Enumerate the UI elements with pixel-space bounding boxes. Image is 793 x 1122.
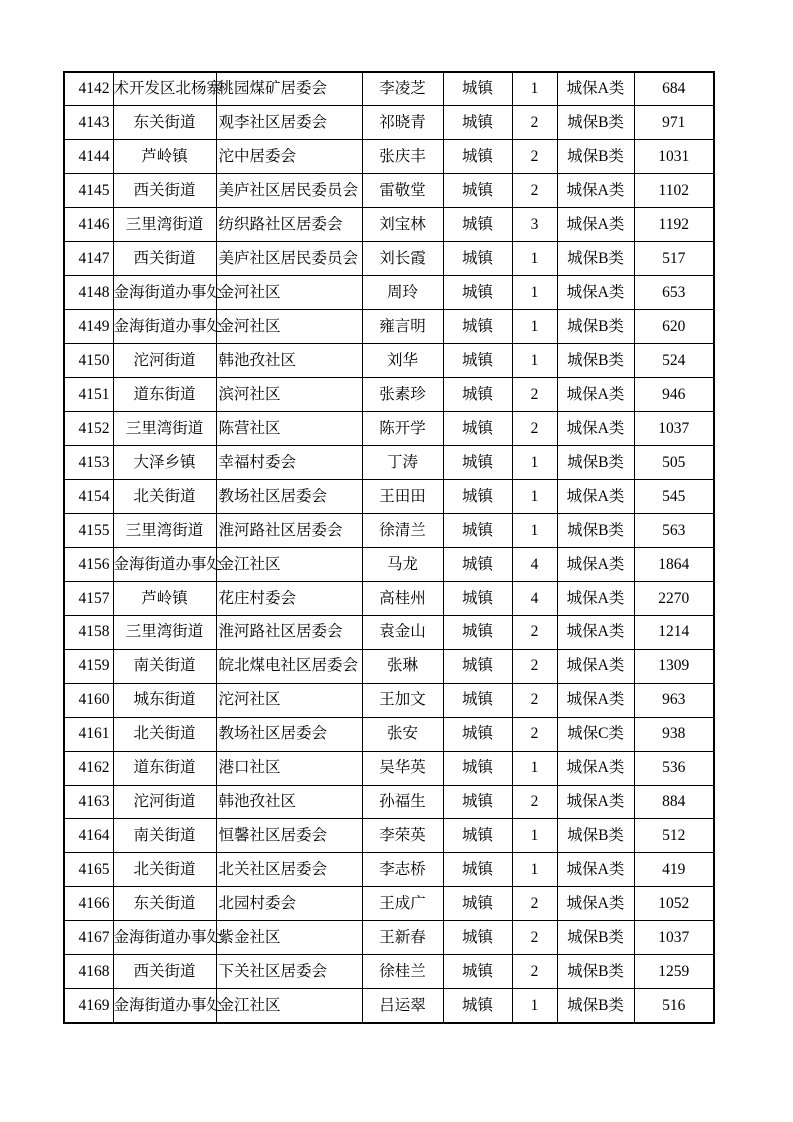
cell-insurance-category: 城保A类 — [557, 72, 634, 106]
cell-serial-number: 4165 — [64, 853, 113, 887]
table-row — [64, 581, 714, 615]
cell-amount: 971 — [634, 106, 714, 140]
cell-insurance-category: 城保A类 — [557, 683, 634, 717]
cell-insurance-category: 城保A类 — [557, 276, 634, 310]
cell-street-office: 南关街道 — [113, 649, 216, 683]
cell-amount: 884 — [634, 785, 714, 819]
cell-residence-type: 城镇 — [443, 310, 512, 344]
cell-community: 金河社区 — [216, 276, 362, 310]
cell-residence-type: 城镇 — [443, 751, 512, 785]
cell-serial-number: 4154 — [64, 479, 113, 513]
cell-person-name: 张素珍 — [362, 378, 443, 412]
cell-count: 2 — [512, 921, 557, 955]
cell-street-office: 北关街道 — [113, 853, 216, 887]
cell-insurance-category: 城保A类 — [557, 174, 634, 208]
cell-count: 2 — [512, 378, 557, 412]
cell-serial-number: 4152 — [64, 412, 113, 446]
cell-insurance-category: 城保A类 — [557, 785, 634, 819]
cell-person-name: 陈开学 — [362, 412, 443, 446]
cell-serial-number: 4143 — [64, 106, 113, 140]
cell-person-name: 李凌芝 — [362, 72, 443, 106]
cell-serial-number: 4155 — [64, 513, 113, 547]
cell-community: 韩池孜社区 — [216, 785, 362, 819]
cell-street-office: 芦岭镇 — [113, 140, 216, 174]
cell-street-office: 金海街道办事处 — [113, 547, 216, 581]
cell-count: 2 — [512, 412, 557, 446]
cell-amount: 2270 — [634, 581, 714, 615]
cell-residence-type: 城镇 — [443, 513, 512, 547]
cell-serial-number: 4166 — [64, 887, 113, 921]
cell-amount: 1037 — [634, 921, 714, 955]
cell-street-office: 芦岭镇 — [113, 581, 216, 615]
table-row — [64, 989, 714, 1023]
cell-insurance-category: 城保A类 — [557, 581, 634, 615]
cell-amount: 1192 — [634, 208, 714, 242]
cell-insurance-category: 城保A类 — [557, 208, 634, 242]
cell-person-name: 徐清兰 — [362, 513, 443, 547]
cell-serial-number: 4163 — [64, 785, 113, 819]
cell-amount: 516 — [634, 989, 714, 1023]
cell-count: 2 — [512, 717, 557, 751]
cell-count: 1 — [512, 276, 557, 310]
cell-community: 下关社区居委会 — [216, 955, 362, 989]
cell-amount: 505 — [634, 445, 714, 479]
cell-residence-type: 城镇 — [443, 989, 512, 1023]
cell-serial-number: 4151 — [64, 378, 113, 412]
cell-residence-type: 城镇 — [443, 887, 512, 921]
cell-insurance-category: 城保B类 — [557, 344, 634, 378]
table-row — [64, 751, 714, 785]
cell-person-name: 刘长霞 — [362, 242, 443, 276]
table-row — [64, 310, 714, 344]
cell-street-office: 西关街道 — [113, 242, 216, 276]
cell-residence-type: 城镇 — [443, 445, 512, 479]
cell-street-office: 道东街道 — [113, 751, 216, 785]
cell-insurance-category: 城保B类 — [557, 819, 634, 853]
cell-residence-type: 城镇 — [443, 276, 512, 310]
table-row — [64, 174, 714, 208]
cell-person-name: 祁晓青 — [362, 106, 443, 140]
table-row — [64, 547, 714, 581]
cell-serial-number: 4156 — [64, 547, 113, 581]
cell-insurance-category: 城保B类 — [557, 445, 634, 479]
cell-residence-type: 城镇 — [443, 344, 512, 378]
cell-serial-number: 4146 — [64, 208, 113, 242]
cell-count: 1 — [512, 751, 557, 785]
cell-person-name: 袁金山 — [362, 615, 443, 649]
cell-person-name: 刘宝林 — [362, 208, 443, 242]
cell-person-name: 李荣英 — [362, 819, 443, 853]
cell-insurance-category: 城保B类 — [557, 140, 634, 174]
cell-person-name: 刘华 — [362, 344, 443, 378]
cell-person-name: 雍言明 — [362, 310, 443, 344]
cell-amount: 946 — [634, 378, 714, 412]
cell-amount: 524 — [634, 344, 714, 378]
cell-amount: 1309 — [634, 649, 714, 683]
table-row — [64, 140, 714, 174]
cell-amount: 1214 — [634, 615, 714, 649]
cell-street-office: 沱河街道 — [113, 785, 216, 819]
cell-serial-number: 4169 — [64, 989, 113, 1023]
cell-street-office: 金海街道办事处 — [113, 921, 216, 955]
cell-serial-number: 4145 — [64, 174, 113, 208]
cell-insurance-category: 城保A类 — [557, 853, 634, 887]
cell-amount: 517 — [634, 242, 714, 276]
cell-community: 淮河路社区居委会 — [216, 615, 362, 649]
cell-person-name: 周玲 — [362, 276, 443, 310]
cell-street-office: 金海街道办事处 — [113, 310, 216, 344]
cell-insurance-category: 城保B类 — [557, 106, 634, 140]
cell-amount: 938 — [634, 717, 714, 751]
table-row — [64, 785, 714, 819]
cell-residence-type: 城镇 — [443, 72, 512, 106]
table-row — [64, 649, 714, 683]
cell-amount: 963 — [634, 683, 714, 717]
table-row — [64, 513, 714, 547]
cell-person-name: 张庆丰 — [362, 140, 443, 174]
cell-person-name: 张琳 — [362, 649, 443, 683]
cell-residence-type: 城镇 — [443, 921, 512, 955]
cell-serial-number: 4142 — [64, 72, 113, 106]
cell-count: 2 — [512, 955, 557, 989]
cell-residence-type: 城镇 — [443, 853, 512, 887]
cell-street-office: 南关街道 — [113, 819, 216, 853]
cell-amount: 536 — [634, 751, 714, 785]
cell-residence-type: 城镇 — [443, 140, 512, 174]
cell-count: 1 — [512, 989, 557, 1023]
cell-count: 1 — [512, 344, 557, 378]
cell-count: 2 — [512, 106, 557, 140]
cell-street-office: 东关街道 — [113, 106, 216, 140]
cell-street-office: 三里湾街道 — [113, 208, 216, 242]
cell-residence-type: 城镇 — [443, 412, 512, 446]
cell-person-name: 马龙 — [362, 547, 443, 581]
cell-residence-type: 城镇 — [443, 785, 512, 819]
cell-community: 观李社区居委会 — [216, 106, 362, 140]
cell-community: 金江社区 — [216, 547, 362, 581]
cell-residence-type: 城镇 — [443, 547, 512, 581]
table-row — [64, 208, 714, 242]
cell-insurance-category: 城保B类 — [557, 955, 634, 989]
cell-residence-type: 城镇 — [443, 615, 512, 649]
cell-insurance-category: 城保A类 — [557, 751, 634, 785]
cell-count: 4 — [512, 581, 557, 615]
cell-community: 美庐社区居民委员会 — [216, 242, 362, 276]
cell-person-name: 王加文 — [362, 683, 443, 717]
cell-amount: 620 — [634, 310, 714, 344]
cell-serial-number: 4148 — [64, 276, 113, 310]
table-row — [64, 276, 714, 310]
cell-amount: 512 — [634, 819, 714, 853]
cell-serial-number: 4157 — [64, 581, 113, 615]
cell-residence-type: 城镇 — [443, 683, 512, 717]
cell-street-office: 东关街道 — [113, 887, 216, 921]
cell-street-office: 大泽乡镇 — [113, 445, 216, 479]
cell-community: 淮河路社区居委会 — [216, 513, 362, 547]
cell-count: 4 — [512, 547, 557, 581]
table-row — [64, 683, 714, 717]
cell-amount: 1259 — [634, 955, 714, 989]
cell-insurance-category: 城保A类 — [557, 479, 634, 513]
cell-street-office: 沱河街道 — [113, 344, 216, 378]
cell-residence-type: 城镇 — [443, 955, 512, 989]
cell-person-name: 雷敬堂 — [362, 174, 443, 208]
cell-count: 1 — [512, 513, 557, 547]
cell-residence-type: 城镇 — [443, 819, 512, 853]
table-row — [64, 853, 714, 887]
cell-residence-type: 城镇 — [443, 106, 512, 140]
cell-street-office: 金海街道办事处 — [113, 276, 216, 310]
table-row — [64, 921, 714, 955]
cell-serial-number: 4149 — [64, 310, 113, 344]
cell-serial-number: 4144 — [64, 140, 113, 174]
cell-insurance-category: 城保A类 — [557, 412, 634, 446]
cell-community: 教场社区居委会 — [216, 479, 362, 513]
table-row — [64, 955, 714, 989]
cell-community: 美庐社区居民委员会 — [216, 174, 362, 208]
cell-person-name: 张安 — [362, 717, 443, 751]
cell-insurance-category: 城保C类 — [557, 717, 634, 751]
cell-community: 金江社区 — [216, 989, 362, 1023]
table-row — [64, 717, 714, 751]
table-row — [64, 242, 714, 276]
records-table-body — [64, 72, 714, 1023]
cell-count: 2 — [512, 683, 557, 717]
table-row — [64, 479, 714, 513]
cell-street-office: 术开发区北杨寨 — [113, 72, 216, 106]
cell-community: 金河社区 — [216, 310, 362, 344]
cell-person-name: 孙福生 — [362, 785, 443, 819]
cell-person-name: 王成广 — [362, 887, 443, 921]
table-row — [64, 887, 714, 921]
cell-street-office: 西关街道 — [113, 955, 216, 989]
cell-street-office: 北关街道 — [113, 479, 216, 513]
cell-amount: 1864 — [634, 547, 714, 581]
cell-street-office: 三里湾街道 — [113, 513, 216, 547]
cell-serial-number: 4158 — [64, 615, 113, 649]
cell-community: 港口社区 — [216, 751, 362, 785]
cell-insurance-category: 城保B类 — [557, 310, 634, 344]
cell-serial-number: 4164 — [64, 819, 113, 853]
cell-residence-type: 城镇 — [443, 208, 512, 242]
cell-count: 1 — [512, 72, 557, 106]
cell-street-office: 城东街道 — [113, 683, 216, 717]
cell-count: 1 — [512, 819, 557, 853]
records-table — [63, 71, 715, 1024]
table-row — [64, 72, 714, 106]
cell-serial-number: 4159 — [64, 649, 113, 683]
cell-amount: 563 — [634, 513, 714, 547]
cell-amount: 684 — [634, 72, 714, 106]
cell-amount: 1102 — [634, 174, 714, 208]
cell-insurance-category: 城保A类 — [557, 615, 634, 649]
cell-insurance-category: 城保A类 — [557, 378, 634, 412]
cell-count: 1 — [512, 242, 557, 276]
cell-amount: 653 — [634, 276, 714, 310]
cell-community: 沱中居委会 — [216, 140, 362, 174]
cell-community: 皖北煤电社区居委会 — [216, 649, 362, 683]
table-row — [64, 344, 714, 378]
cell-street-office: 三里湾街道 — [113, 412, 216, 446]
cell-insurance-category: 城保B类 — [557, 921, 634, 955]
table-row — [64, 378, 714, 412]
cell-residence-type: 城镇 — [443, 717, 512, 751]
cell-person-name: 高桂州 — [362, 581, 443, 615]
cell-community: 花庄村委会 — [216, 581, 362, 615]
cell-insurance-category: 城保B类 — [557, 242, 634, 276]
cell-insurance-category: 城保A类 — [557, 887, 634, 921]
cell-serial-number: 4162 — [64, 751, 113, 785]
cell-amount: 1052 — [634, 887, 714, 921]
cell-residence-type: 城镇 — [443, 649, 512, 683]
cell-serial-number: 4153 — [64, 445, 113, 479]
cell-community: 纺织路社区居委会 — [216, 208, 362, 242]
cell-insurance-category: 城保A类 — [557, 547, 634, 581]
table-row — [64, 819, 714, 853]
cell-person-name: 吴华英 — [362, 751, 443, 785]
cell-amount: 419 — [634, 853, 714, 887]
table-row — [64, 412, 714, 446]
cell-residence-type: 城镇 — [443, 174, 512, 208]
cell-residence-type: 城镇 — [443, 479, 512, 513]
table-row — [64, 445, 714, 479]
cell-insurance-category: 城保B类 — [557, 989, 634, 1023]
cell-community: 北园村委会 — [216, 887, 362, 921]
table-row — [64, 106, 714, 140]
cell-person-name: 王新春 — [362, 921, 443, 955]
cell-serial-number: 4168 — [64, 955, 113, 989]
cell-amount: 545 — [634, 479, 714, 513]
cell-person-name: 徐桂兰 — [362, 955, 443, 989]
cell-count: 2 — [512, 174, 557, 208]
cell-serial-number: 4160 — [64, 683, 113, 717]
cell-serial-number: 4161 — [64, 717, 113, 751]
cell-street-office: 西关街道 — [113, 174, 216, 208]
cell-serial-number: 4147 — [64, 242, 113, 276]
cell-residence-type: 城镇 — [443, 378, 512, 412]
cell-insurance-category: 城保B类 — [557, 513, 634, 547]
cell-community: 韩池孜社区 — [216, 344, 362, 378]
cell-community: 沱河社区 — [216, 683, 362, 717]
cell-community: 幸福村委会 — [216, 445, 362, 479]
cell-street-office: 北关街道 — [113, 717, 216, 751]
cell-count: 1 — [512, 479, 557, 513]
cell-community: 桃园煤矿居委会 — [216, 72, 362, 106]
cell-amount: 1031 — [634, 140, 714, 174]
cell-community: 紫金社区 — [216, 921, 362, 955]
cell-person-name: 吕运翠 — [362, 989, 443, 1023]
cell-residence-type: 城镇 — [443, 581, 512, 615]
cell-insurance-category: 城保A类 — [557, 649, 634, 683]
table-row — [64, 615, 714, 649]
cell-community: 滨河社区 — [216, 378, 362, 412]
cell-count: 2 — [512, 615, 557, 649]
cell-community: 恒馨社区居委会 — [216, 819, 362, 853]
cell-count: 3 — [512, 208, 557, 242]
cell-count: 1 — [512, 853, 557, 887]
cell-count: 1 — [512, 445, 557, 479]
cell-person-name: 丁涛 — [362, 445, 443, 479]
cell-amount: 1037 — [634, 412, 714, 446]
cell-street-office: 三里湾街道 — [113, 615, 216, 649]
cell-serial-number: 4150 — [64, 344, 113, 378]
cell-count: 2 — [512, 887, 557, 921]
cell-count: 2 — [512, 649, 557, 683]
cell-community: 陈营社区 — [216, 412, 362, 446]
cell-serial-number: 4167 — [64, 921, 113, 955]
cell-community: 北关社区居委会 — [216, 853, 362, 887]
cell-count: 1 — [512, 310, 557, 344]
cell-residence-type: 城镇 — [443, 242, 512, 276]
cell-person-name: 李志桥 — [362, 853, 443, 887]
cell-street-office: 道东街道 — [113, 378, 216, 412]
cell-person-name: 王田田 — [362, 479, 443, 513]
cell-count: 2 — [512, 140, 557, 174]
cell-community: 教场社区居委会 — [216, 717, 362, 751]
cell-count: 2 — [512, 785, 557, 819]
cell-street-office: 金海街道办事处 — [113, 989, 216, 1023]
